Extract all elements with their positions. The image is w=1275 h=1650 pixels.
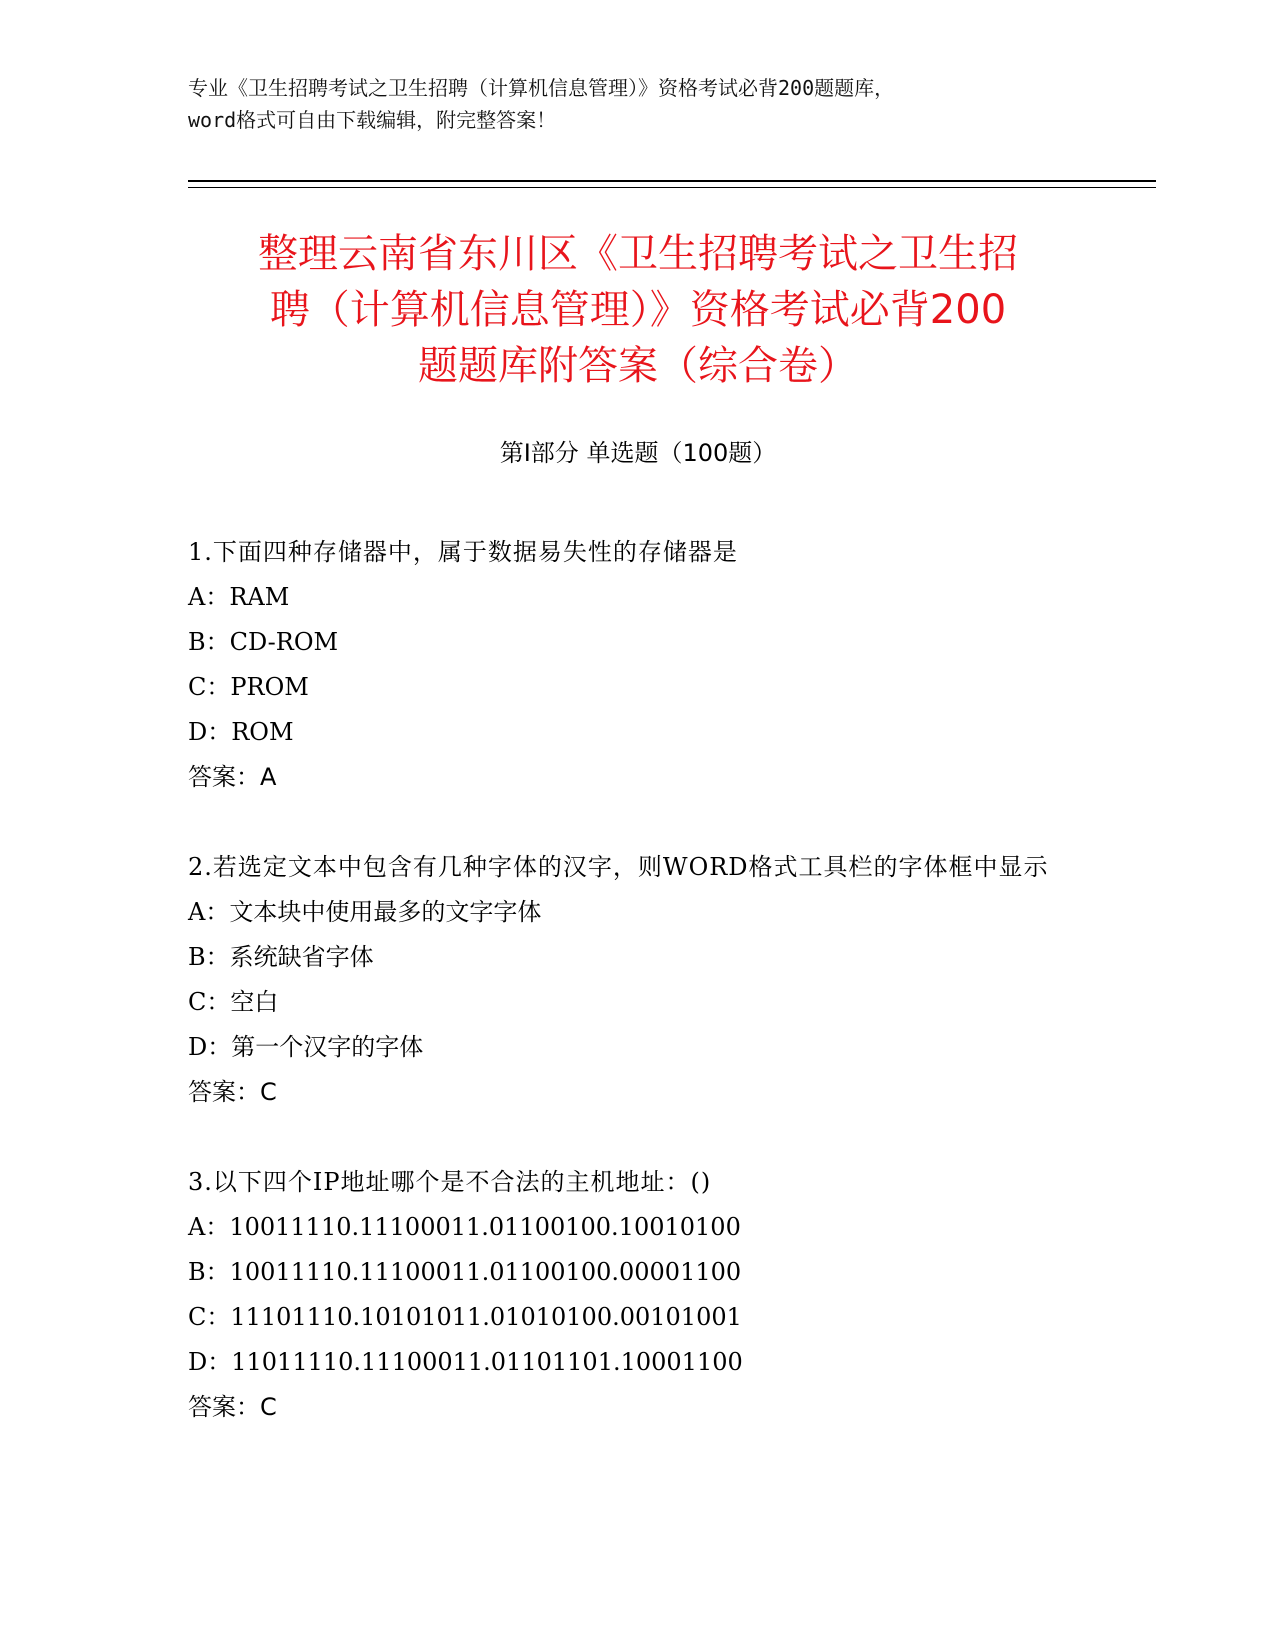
option-a: A：10011110.11100011.01100100.10010100 xyxy=(188,1213,741,1241)
header-line-2: word格式可自由下载编辑，附完整答案！ xyxy=(188,108,557,132)
section-heading: 第Ⅰ部分 单选题（100题） xyxy=(499,439,777,467)
answer: 答案：A xyxy=(188,763,277,791)
header-rule-thin xyxy=(188,187,1156,188)
option-a: A：文本块中使用最多的文字字体 xyxy=(188,898,542,926)
title-line-3: 题题库附答案（综合卷） xyxy=(418,343,858,389)
question-text: 2.若选定文本中包含有几种字体的汉字，则WORD格式工具栏的字体框中显示 xyxy=(188,853,1049,881)
title-line-1: 整理云南省东川区《卫生招聘考试之卫生招 xyxy=(258,231,1018,277)
option-b: B：CD-ROM xyxy=(188,628,339,656)
option-a: A：RAM xyxy=(188,583,290,611)
option-b: B：系统缺省字体 xyxy=(188,943,374,971)
question-2 xyxy=(188,845,1088,1115)
document-header xyxy=(188,72,1088,136)
answer: 答案：C xyxy=(188,1393,277,1421)
question-text: 1.下面四种存储器中，属于数据易失性的存储器是 xyxy=(188,538,738,566)
question-list xyxy=(188,530,1088,1475)
header-line-1: 专业《卫生招聘考试之卫生招聘（计算机信息管理）》资格考试必背200题题库， xyxy=(188,76,895,100)
option-b: B：10011110.11100011.01100100.00001100 xyxy=(188,1258,742,1286)
option-d: D：11011110.11100011.01101101.10001100 xyxy=(188,1348,743,1376)
option-c: C：11101110.10101011.01010100.00101001 xyxy=(188,1303,742,1331)
option-d: D：ROM xyxy=(188,718,294,746)
question-text: 3.以下四个IP地址哪个是不合法的主机地址：() xyxy=(188,1168,712,1196)
question-3 xyxy=(188,1160,1088,1430)
document-title xyxy=(188,226,1088,394)
option-c: C：PROM xyxy=(188,673,309,701)
answer: 答案：C xyxy=(188,1078,277,1106)
header-rule-thick xyxy=(188,180,1156,182)
option-c: C：空白 xyxy=(188,988,279,1016)
option-d: D：第一个汉字的字体 xyxy=(188,1033,424,1061)
question-1 xyxy=(188,530,1088,800)
title-line-2: 聘（计算机信息管理）》资格考试必背200 xyxy=(269,287,1007,333)
